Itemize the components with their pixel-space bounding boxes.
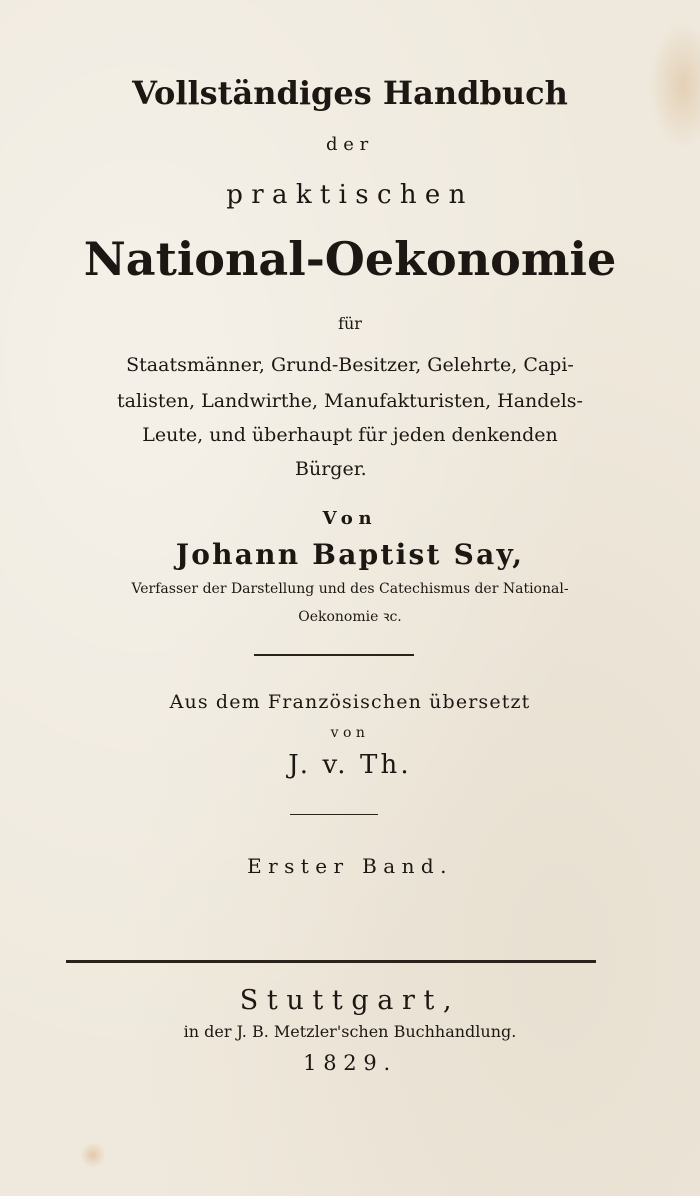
- imprint-year: 1829.: [303, 1051, 397, 1075]
- divider-rule: [290, 814, 378, 815]
- imprint-city: Stuttgart,: [239, 985, 461, 1016]
- title-line-2: der: [325, 134, 375, 155]
- translator: J. v. Th.: [288, 750, 412, 780]
- main-title: National-Oekonomie: [83, 232, 617, 286]
- audience-line-3: Leute, und überhaupt für jeden denkenden: [142, 424, 558, 446]
- volume-label: Erster Band.: [247, 854, 453, 878]
- title-line-1: Vollständiges Handbuch: [132, 74, 568, 112]
- audience-line-4-text: Bürger.: [295, 458, 367, 480]
- title-line-3: praktischen: [226, 180, 474, 210]
- author-by: Von: [322, 508, 378, 529]
- imprint-rule: [66, 960, 596, 963]
- paper-stain: [80, 1142, 106, 1168]
- author-name: Johann Baptist Say,: [175, 538, 525, 571]
- translation-line-1: Aus dem Französischen übersetzt: [169, 691, 531, 713]
- author-desc-1: Verfasser der Darstellung und des Catechismus der National-: [131, 581, 569, 597]
- divider-rule: [254, 654, 414, 656]
- audience-line-2: talisten, Landwirthe, Manufakturisten, Handels-: [117, 390, 583, 412]
- title-line-5: für: [338, 314, 362, 333]
- audience-line-1: Staatsmänner, Grund-Besitzer, Gelehrte, Capi-: [126, 354, 574, 376]
- imprint-publisher: in der J. B. Metzler'schen Buchhandlung.: [183, 1022, 517, 1041]
- author-desc-2: Oekonomie ꝛc.: [298, 609, 402, 625]
- translation-line-2: von: [330, 725, 370, 741]
